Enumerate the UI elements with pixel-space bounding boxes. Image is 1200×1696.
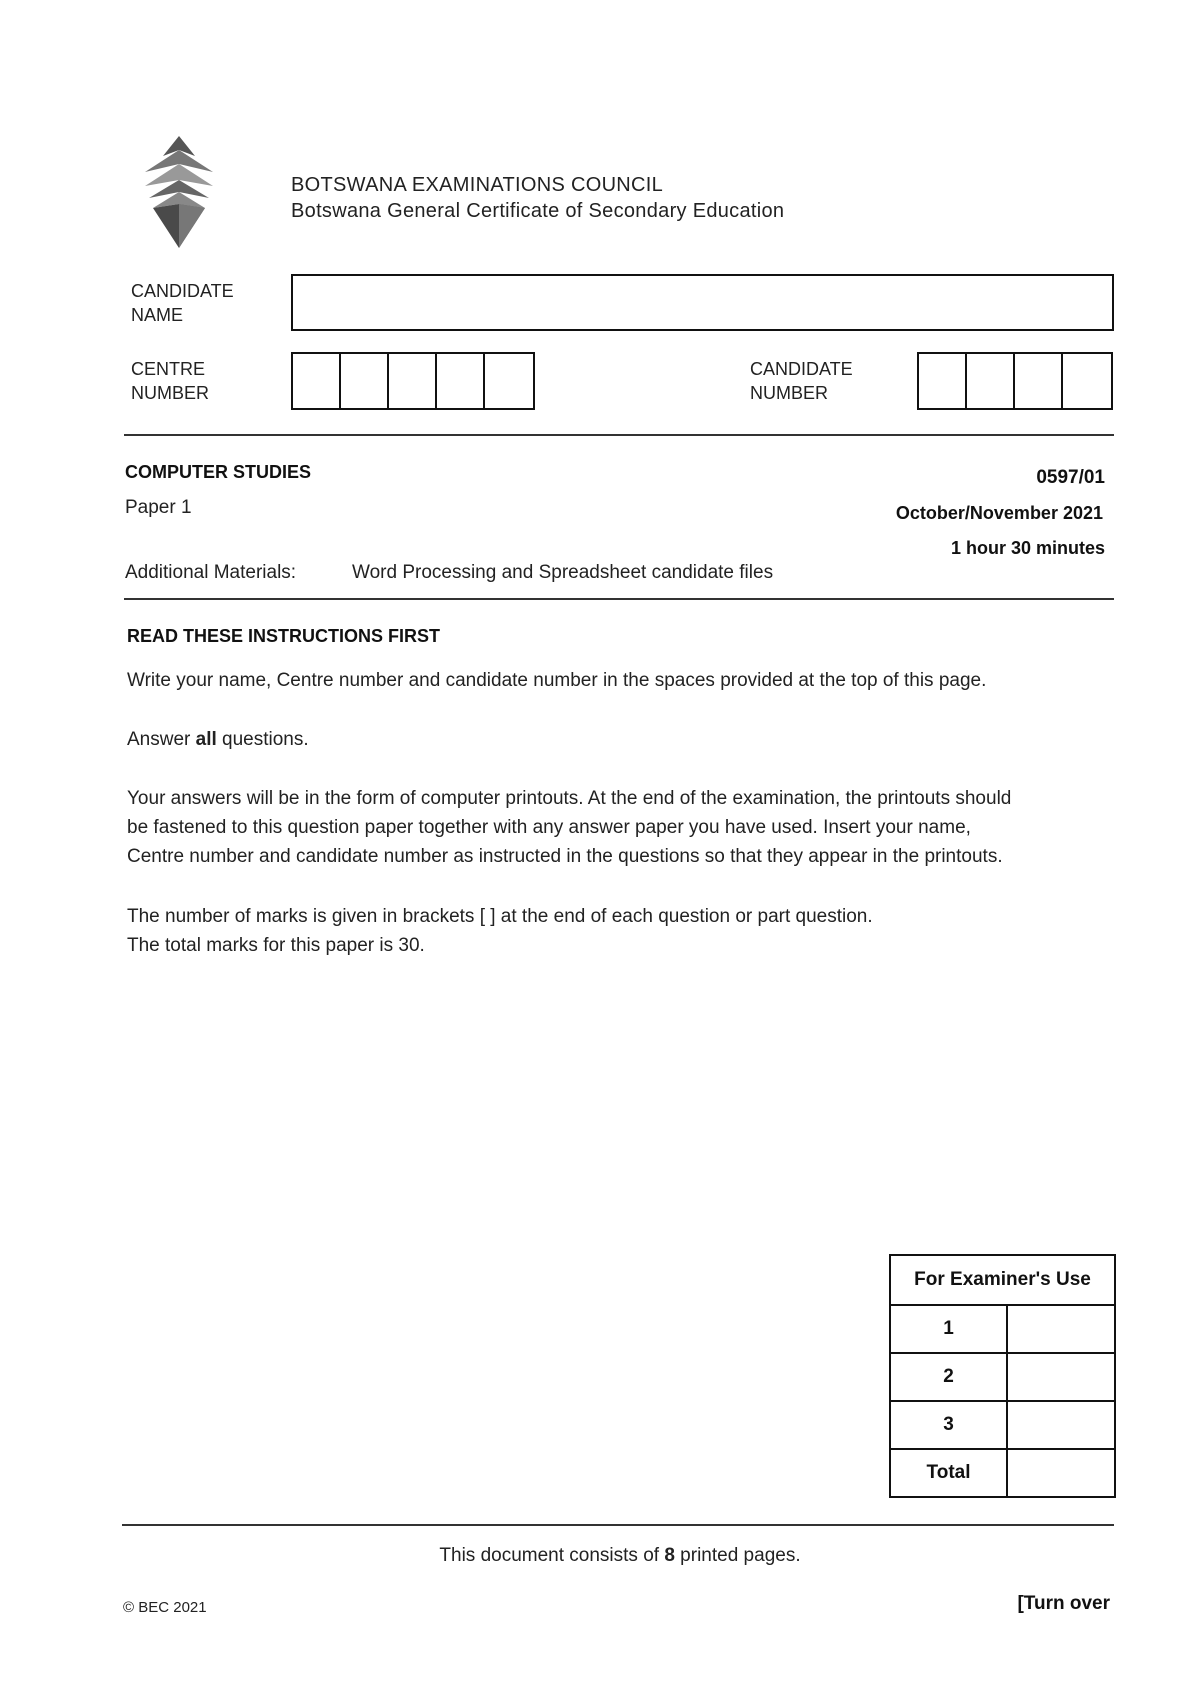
table-row [890, 1449, 1115, 1497]
instruction-line: be fastened to this question paper together with any answer paper you have used. Insert your name, [127, 817, 971, 838]
candidate-number-field[interactable] [917, 352, 1113, 410]
emphasis-all: all [195, 729, 217, 750]
paper-code: 0597/01 [1036, 467, 1105, 488]
table-row [890, 1353, 1115, 1401]
centre-digit-box[interactable] [437, 354, 485, 408]
table-row [890, 1305, 1115, 1353]
mark-cell[interactable] [1007, 1353, 1115, 1401]
instruction-line: Your answers will be in the form of computer printouts. At the end of the examination, the printouts should [127, 788, 1012, 809]
copyright: © BEC 2021 [123, 1599, 207, 1616]
instruction-line: The number of marks is given in brackets [ ] at the end of each question or part question. [127, 906, 873, 927]
candidate-digit-box[interactable] [967, 354, 1015, 408]
subject-title: COMPUTER STUDIES [125, 462, 312, 482]
paper-number: Paper 1 [125, 497, 192, 518]
question-number: 1 [890, 1305, 1007, 1353]
divider [124, 434, 1114, 436]
examiner-table-heading: For Examiner's Use [890, 1255, 1115, 1305]
materials-label: Additional Materials: [125, 562, 297, 583]
exam-session: October/November 2021 [895, 503, 1103, 523]
candidate-name-field[interactable] [291, 274, 1114, 331]
exam-duration: 1 hour 30 minutes [950, 538, 1105, 558]
council-name: BOTSWANA EXAMINATIONS COUNCIL [291, 174, 664, 196]
page-count: This document consists of 8 printed pages. [439, 1545, 801, 1566]
centre-digit-box[interactable] [293, 354, 341, 408]
total-mark-cell[interactable] [1007, 1449, 1115, 1497]
turn-over: [Turn over [1017, 1593, 1110, 1614]
materials-value: Word Processing and Spreadsheet candidate files [352, 562, 774, 583]
instruction-line: Write your name, Centre number and candidate number in the spaces provided at the top of this page. [127, 670, 987, 691]
divider [122, 1524, 1114, 1526]
centre-digit-box[interactable] [485, 354, 533, 408]
table-row [890, 1401, 1115, 1449]
centre-number-label: CENTRE NUMBER [131, 359, 210, 403]
mark-cell[interactable] [1007, 1401, 1115, 1449]
instruction-line: The total marks for this paper is 30. [127, 935, 425, 956]
total-label: Total [890, 1449, 1007, 1497]
instruction-line: Answer all questions. [127, 729, 309, 750]
question-number: 2 [890, 1353, 1007, 1401]
candidate-digit-box[interactable] [1063, 354, 1111, 408]
candidate-number-label: CANDIDATE NUMBER [750, 359, 853, 403]
bec-logo-icon [143, 136, 215, 248]
instructions-heading: READ THESE INSTRUCTIONS FIRST [127, 626, 441, 646]
mark-cell[interactable] [1007, 1305, 1115, 1353]
centre-number-field[interactable] [291, 352, 535, 410]
instruction-line: Centre number and candidate number as instructed in the questions so that they appear in the printouts. [127, 846, 1003, 867]
centre-digit-box[interactable] [341, 354, 389, 408]
certificate-name: Botswana General Certificate of Secondary Education [291, 200, 785, 222]
centre-digit-box[interactable] [389, 354, 437, 408]
candidate-name-label: CANDIDATE NAME [131, 281, 234, 325]
candidate-digit-box[interactable] [919, 354, 967, 408]
examiner-use-table [889, 1254, 1116, 1498]
question-number: 3 [890, 1401, 1007, 1449]
page-count-number: 8 [664, 1545, 675, 1566]
divider [124, 598, 1114, 600]
candidate-digit-box[interactable] [1015, 354, 1063, 408]
